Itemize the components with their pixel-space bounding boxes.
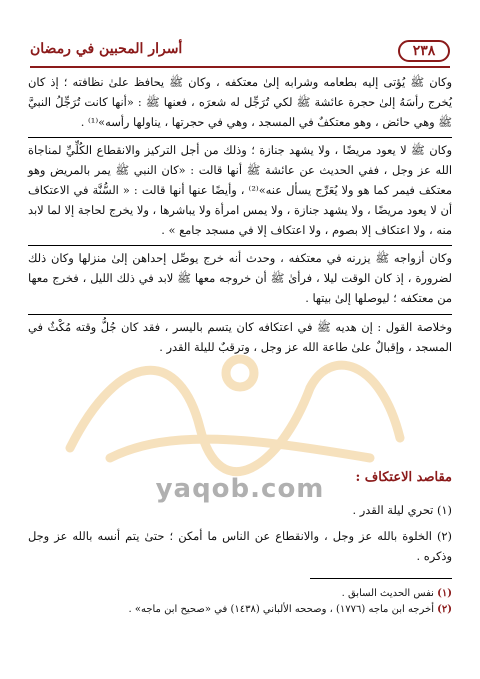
- main-text: [28, 73, 452, 362]
- page-header: [30, 38, 450, 64]
- list-item: (٢) الخلوة بالله عز وجل ، والانقطاع عن الناس ما أمكن ؛ حتىٰ يتم أنسه بالله عز وجل وذكره .: [28, 529, 452, 563]
- footnote-text: أخرجه ابن ماجه (١٧٧٦) ، وصححه الألباني (١٤٣٨) في «صحيح ابن ماجه» .: [128, 604, 434, 615]
- page-number: ٢٣٨: [398, 40, 450, 62]
- footnote: [28, 602, 452, 618]
- list-item: (١) تحري ليلة القدر .: [352, 503, 452, 517]
- paragraph: وكان أزواجه ﷺ يزرنه في معتكفه ، وحدث أنه خرج يوصِّل إحداهن إلىٰ منزلها وكان ذلك لضرورة ، إذ كان الوقت ليلا ، فرأىٰ ﷺ أن خروجه معها ﷺ لابد في ذلك الليل ، فخرج معها من معتكفه ؛ ليوصلها إلىٰ بيتها .: [28, 245, 452, 308]
- section-heading: مقاصد الاعتكاف :: [355, 470, 452, 485]
- header-divider: [30, 66, 450, 68]
- watermark-text: yaqob.com: [155, 474, 325, 504]
- footnote-divider: [310, 578, 452, 579]
- book-title: أسرار المحبين في رمضان: [30, 41, 183, 57]
- footnote-text: نفس الحديث السابق .: [341, 588, 434, 599]
- footnote-number: (١): [437, 588, 452, 599]
- paragraph: وخلاصة القول : إن هديه ﷺ في اعتكافه كان يتسم باليسر ، فقد كان جُلُّ وقته مُكْثٌ في المسجد ، وإقبالٌ علىٰ طاعة الله عز وجل ، وترقبٌ لليلة القدر .: [28, 314, 452, 358]
- footnotes: [28, 586, 452, 618]
- footnote: [28, 586, 452, 602]
- footnote-number: (٢): [437, 604, 452, 615]
- paragraph: وكان ﷺ لا يعود مريضًا ، ولا يشهد جنازة ؛ وذلك من أجل التركيز والانقطاع الكُلِّيِّ لمناجاة الله عز وجل ، ففي الحديث عن عائشة ﷺ أنها قالت : «كان النبي ﷺ يمر بالمريض وهو معتكف فيمر كما هو ولا يُعَرِّج يسأل عنه»⁽²⁾ ، وأيضًا عنها أنها قالت : « السُّنَّة في الاعتكاف أن لا يعود مريضًا ، ولا يشهد جنازة ، ولا يمس امرأة ولا يباشرها ، ولا يخرج لحاجة إلا لما لابد منه ، ولا اعتكاف إلا بصوم ، ولا اعتكاف إلا في مسجد جامع » .: [28, 137, 452, 240]
- numbered-list: [28, 500, 452, 572]
- paragraph: وكان ﷺ يُؤتى إليه بطعامه وشرابه إلىٰ معتكفه ، وكان ﷺ يحافظ علىٰ نظافته ؛ إذ كان يُخرج رأسَهُ إلىٰ حجرة عائشة ﷺ لكي تُرَجِّل له شعرَه ، فعنها ﷺ : «أنها كانت تُرَجِّلُ النبيَّ ﷺ وهي حائض ، وهو معتكفٌ في المسجد ، وهي في حجرتها ، يناولها رأسه»⁽¹⁾ .: [28, 75, 452, 129]
